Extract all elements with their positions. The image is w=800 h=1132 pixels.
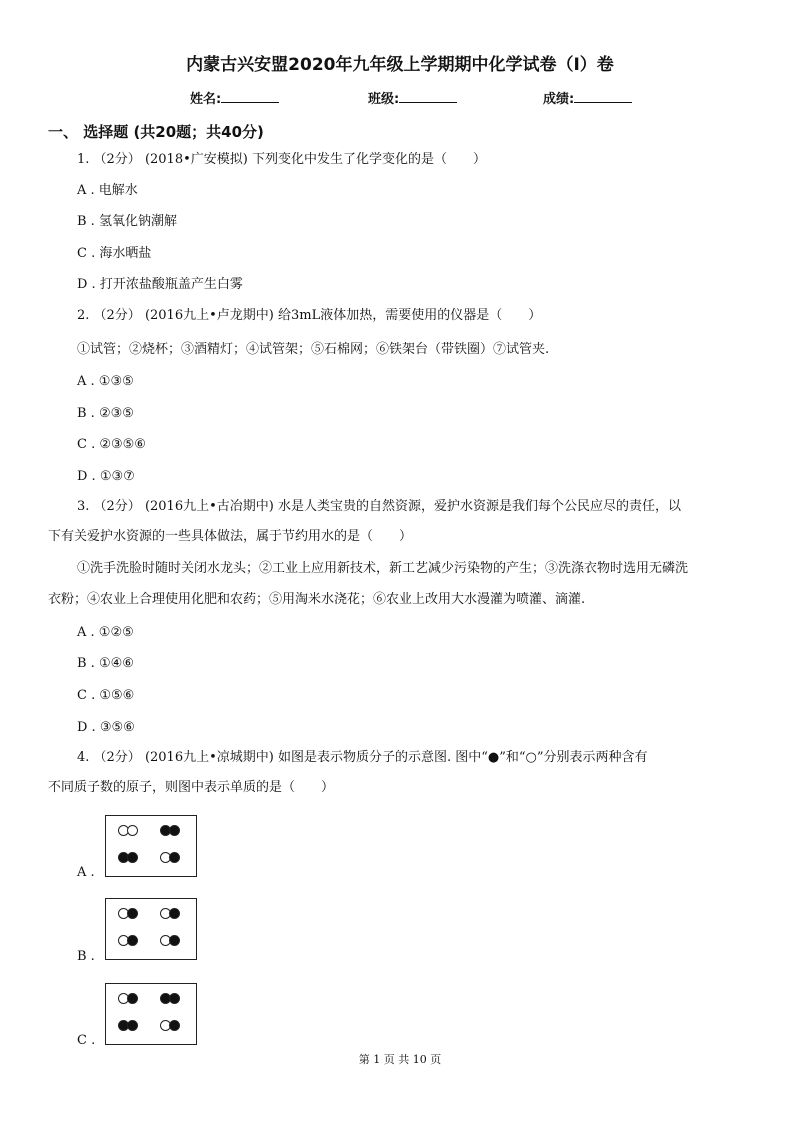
black-atom-icon bbox=[169, 908, 180, 919]
question-2-option-a: A . ①③⑤ bbox=[77, 374, 134, 389]
page-title: 内蒙古兴安盟2020年九年级上学期期中化学试卷（I）卷 bbox=[186, 55, 614, 75]
question-4-option-b-label: B . bbox=[77, 949, 95, 964]
molecule bbox=[118, 908, 136, 919]
question-1-option-b: B . 氢氧化钠潮解 bbox=[77, 214, 177, 229]
question-1-stem: 1. （2分） (2018•广安模拟) 下列变化中发生了化学变化的是（ ） bbox=[77, 152, 486, 167]
molecule bbox=[118, 993, 136, 1004]
molecule bbox=[118, 1020, 136, 1031]
molecule bbox=[118, 852, 136, 863]
score-blank bbox=[574, 90, 632, 103]
section-heading: 一、 选择题 (共20题；共40分) bbox=[48, 123, 264, 141]
name-blank bbox=[221, 90, 279, 103]
black-atom-icon bbox=[127, 852, 138, 863]
question-4-option-a-label: A . bbox=[77, 865, 95, 880]
question-3-stem-items-cont: 衣粉；④农业上合理使用化肥和农药；⑤用淘米水浇花；⑥农业上改用大水漫灌为喷灌、滴灌. bbox=[48, 592, 586, 607]
black-atom-icon bbox=[127, 993, 138, 1004]
question-1-option-a: A . 电解水 bbox=[77, 183, 138, 198]
question-2-option-b: B . ②③⑤ bbox=[77, 406, 134, 421]
question-4-option-c-diagram bbox=[105, 983, 197, 1045]
question-4-option-c-label: C . bbox=[77, 1033, 96, 1048]
molecule bbox=[160, 993, 178, 1004]
black-atom-icon bbox=[169, 852, 180, 863]
molecule bbox=[160, 1020, 178, 1031]
class-blank bbox=[399, 90, 457, 103]
question-3-stem-items: ①洗手洗脸时随时关闭水龙头；②工业上应用新技术，新工艺减少污染物的产生；③洗涤衣物时选用无磷洗 bbox=[77, 561, 689, 576]
question-3-option-c: C . ①⑤⑥ bbox=[77, 688, 135, 703]
name-label: 姓名: bbox=[190, 92, 222, 107]
question-3-option-a: A . ①②⑤ bbox=[77, 625, 134, 640]
question-3-option-d: D . ③⑤⑥ bbox=[77, 720, 135, 735]
page-footer: 第 1 页 共 10 页 bbox=[358, 1053, 442, 1066]
black-atom-icon bbox=[169, 1020, 180, 1031]
class-field bbox=[368, 88, 457, 107]
question-3-stem-cont: 下有关爱护水资源的一些具体做法，属于节约用水的是（ ） bbox=[48, 529, 413, 544]
molecule bbox=[160, 825, 178, 836]
question-2-option-c: C . ②③⑤⑥ bbox=[77, 437, 146, 452]
black-atom-icon bbox=[127, 935, 138, 946]
question-3-option-b: B . ①④⑥ bbox=[77, 656, 134, 671]
question-3-stem: 3. （2分） (2016九上•古冶期中) 水是人类宝贵的自然资源，爱护水资源是我们每个公民应尽的责任，以 bbox=[77, 499, 681, 514]
question-4-stem-cont: 不同质子数的原子，则图中表示单质的是（ ） bbox=[48, 780, 335, 795]
white-atom-icon bbox=[127, 825, 138, 836]
black-atom-icon bbox=[169, 993, 180, 1004]
question-2-stem: 2. （2分） (2016九上•卢龙期中) 给3mL液体加热，需要使用的仪器是（ ） bbox=[77, 308, 542, 323]
question-1-option-c: C . 海水晒盐 bbox=[77, 246, 152, 261]
molecule bbox=[160, 935, 178, 946]
molecule bbox=[118, 935, 136, 946]
black-atom-icon bbox=[127, 908, 138, 919]
molecule bbox=[118, 825, 136, 836]
question-4-stem: 4. （2分） (2016九上•凉城期中) 如图是表示物质分子的示意图. 图中“●”和“○”分别表示两种含有 bbox=[77, 750, 648, 765]
class-label: 班级: bbox=[368, 92, 400, 107]
question-2-option-d: D . ①③⑦ bbox=[77, 469, 135, 484]
question-4-option-a-diagram bbox=[105, 815, 197, 877]
black-atom-icon bbox=[127, 1020, 138, 1031]
score-field bbox=[543, 88, 632, 107]
score-label: 成绩: bbox=[543, 92, 575, 107]
molecule bbox=[160, 908, 178, 919]
black-atom-icon bbox=[169, 825, 180, 836]
question-1-option-d: D . 打开浓盐酸瓶盖产生白雾 bbox=[77, 277, 243, 292]
question-2-stem-items: ①试管；②烧杯；③酒精灯；④试管架；⑤石棉网；⑥铁架台（带铁圈）⑦试管夹. bbox=[77, 342, 550, 357]
name-field bbox=[190, 88, 279, 107]
molecule bbox=[160, 852, 178, 863]
black-atom-icon bbox=[169, 935, 180, 946]
question-4-option-b-diagram bbox=[105, 898, 197, 960]
